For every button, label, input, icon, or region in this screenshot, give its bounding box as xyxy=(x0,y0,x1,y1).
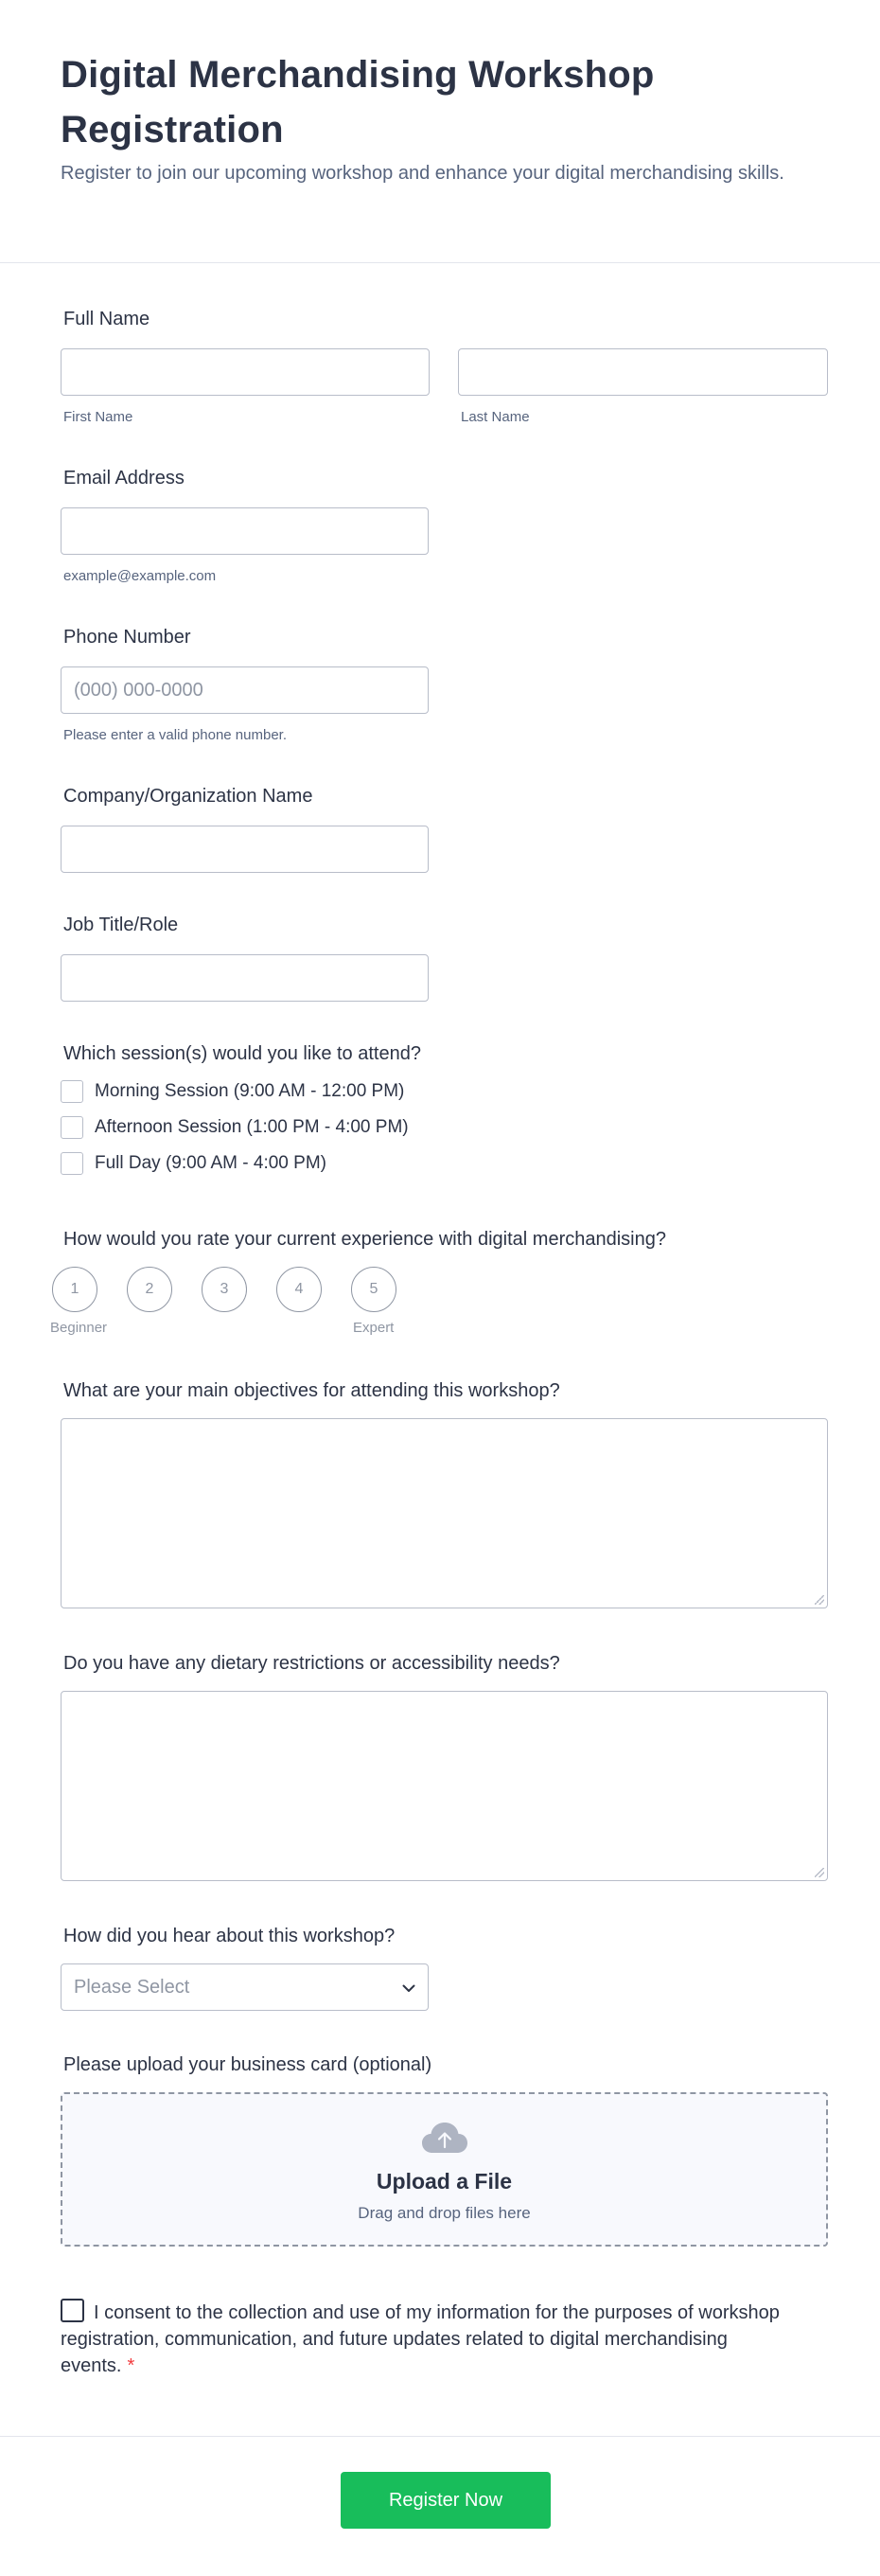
rating-label: How would you rate your current experience with digital merchandising? xyxy=(63,1229,666,1250)
session-checkbox[interactable] xyxy=(61,1116,83,1139)
session-option-label: Full Day (9:00 AM - 4:00 PM) xyxy=(95,1153,326,1173)
required-marker: * xyxy=(127,2355,135,2376)
objectives-field xyxy=(61,1378,828,1608)
job-title-field xyxy=(61,913,429,1002)
email-field xyxy=(61,466,429,584)
session-option-label: Morning Session (9:00 AM - 12:00 PM) xyxy=(95,1081,405,1101)
consent-checkbox[interactable] xyxy=(61,2299,84,2322)
sessions-label: Which session(s) would you like to attend? xyxy=(63,1043,421,1064)
rating-min-caption: Beginner xyxy=(50,1320,108,1336)
company-label: Company/Organization Name xyxy=(63,786,313,807)
session-checkbox[interactable] xyxy=(61,1080,83,1103)
upload-field xyxy=(61,2052,828,2247)
page-subtitle: Register to join our upcoming workshop and enhance your digital merchandising skills. xyxy=(61,163,784,184)
session-option-full-day[interactable] xyxy=(61,1146,421,1181)
session-option-morning[interactable] xyxy=(61,1074,421,1110)
referral-select[interactable] xyxy=(61,1963,429,2011)
upload-subtitle: Drag and drop files here xyxy=(358,2204,531,2222)
experience-rating-field xyxy=(50,1227,666,1336)
consent-text: I consent to the collection and use of my information for the purposes of workshop registration, communication, and future updates related to digital merchandising events. xyxy=(61,2302,780,2376)
last-name-input[interactable] xyxy=(458,348,828,396)
job-title-input[interactable] xyxy=(61,954,429,1002)
dietary-label: Do you have any dietary restrictions or accessibility needs? xyxy=(63,1653,560,1674)
referral-field xyxy=(61,1924,429,2011)
phone-sublabel: Please enter a valid phone number. xyxy=(63,727,287,743)
first-name-input[interactable] xyxy=(61,348,430,396)
session-option-afternoon[interactable] xyxy=(61,1110,421,1146)
upload-label: Please upload your business card (optional) xyxy=(63,2054,432,2075)
page-title: Digital Merchandising Workshop Registration xyxy=(61,54,655,151)
email-input[interactable] xyxy=(61,507,429,555)
company-input[interactable] xyxy=(61,826,429,873)
rating-option-5[interactable]: 5 xyxy=(351,1267,396,1312)
rating-option-2[interactable]: 2 xyxy=(127,1267,172,1312)
phone-field xyxy=(61,625,429,743)
full-name-field xyxy=(61,307,828,425)
email-label: Email Address xyxy=(63,468,185,489)
form-header xyxy=(0,0,880,263)
full-name-label: Full Name xyxy=(63,309,150,329)
rating-max-caption: Expert xyxy=(353,1320,395,1336)
sessions-field xyxy=(61,1041,421,1181)
job-title-label: Job Title/Role xyxy=(63,915,179,935)
resize-handle-icon[interactable] xyxy=(815,1595,824,1605)
form-footer xyxy=(0,2436,880,2576)
dietary-textarea[interactable] xyxy=(61,1691,828,1881)
upload-title: Upload a File xyxy=(376,2169,513,2194)
consent-field xyxy=(61,2299,799,2379)
chevron-down-icon xyxy=(402,1977,415,1999)
phone-label: Phone Number xyxy=(63,627,191,648)
dietary-field xyxy=(61,1651,828,1881)
phone-input[interactable] xyxy=(61,666,429,714)
session-checkbox[interactable] xyxy=(61,1152,83,1175)
objectives-textarea[interactable] xyxy=(61,1418,828,1608)
register-now-button[interactable]: Register Now xyxy=(341,2472,551,2529)
email-sublabel: example@example.com xyxy=(63,568,217,584)
referral-select-value: Please Select xyxy=(74,1976,190,1998)
rating-option-1[interactable]: 1 xyxy=(52,1267,97,1312)
cloud-upload-icon xyxy=(421,2121,468,2159)
referral-label: How did you hear about this workshop? xyxy=(63,1926,396,1946)
company-field xyxy=(61,784,429,873)
last-name-sublabel: Last Name xyxy=(461,409,530,425)
rating-option-4[interactable]: 4 xyxy=(276,1267,322,1312)
first-name-sublabel: First Name xyxy=(63,409,133,425)
session-option-label: Afternoon Session (1:00 PM - 4:00 PM) xyxy=(95,1117,409,1137)
rating-option-3[interactable]: 3 xyxy=(202,1267,247,1312)
objectives-label: What are your main objectives for attending this workshop? xyxy=(63,1380,560,1401)
resize-handle-icon[interactable] xyxy=(815,1868,824,1877)
file-upload-dropzone[interactable] xyxy=(61,2092,828,2247)
rating-scale xyxy=(50,1267,666,1336)
